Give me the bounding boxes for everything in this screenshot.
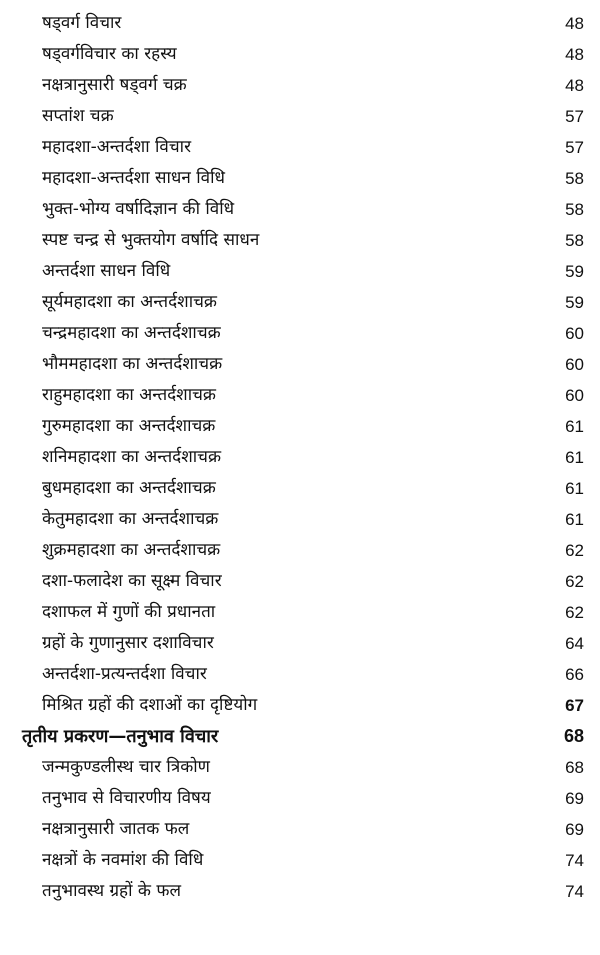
- toc-entry: [0, 845, 600, 876]
- toc-entry-page: 60: [565, 355, 584, 374]
- toc-entry-title: दशा-फलादेश का सूक्ष्म विचार: [42, 571, 222, 591]
- toc-entry-page: 66: [565, 665, 584, 684]
- toc-entry: [0, 318, 600, 349]
- toc-entry: [0, 659, 600, 690]
- toc-entry-title: अन्तर्दशा-प्रत्यन्तर्दशा विचार: [42, 664, 207, 684]
- toc-entry-page: 61: [565, 479, 584, 498]
- toc-entry-page: 60: [565, 386, 584, 405]
- toc-entry-title: नक्षत्रों के नवमांश की विधि: [42, 850, 204, 870]
- toc-entry-title: दशाफल में गुणों की प्रधानता: [42, 602, 216, 622]
- toc-entry-title: तनुभावस्थ ग्रहों के फल: [42, 881, 181, 901]
- toc-entry: [0, 690, 600, 721]
- toc-entry: [0, 783, 600, 814]
- toc-entry-title: मिश्रित ग्रहों की दशाओं का दृष्टियोग: [42, 695, 258, 715]
- toc-entry-title: भुक्त-भोग्य वर्षादिज्ञान की विधि: [42, 199, 235, 219]
- toc-entry: [0, 597, 600, 628]
- toc-entry-page: 57: [565, 138, 584, 157]
- toc-entry: [0, 101, 600, 132]
- toc-entry-title: नक्षत्रानुसारी षड्वर्ग चक्र: [42, 75, 187, 95]
- toc-entry-title: भौममहादशा का अन्तर्दशाचक्र: [42, 354, 223, 374]
- toc-entry: [0, 163, 600, 194]
- toc-entry: [0, 442, 600, 473]
- toc-entry-title: नक्षत्रानुसारी जातक फल: [42, 819, 190, 839]
- toc-entry-page: 48: [565, 45, 584, 64]
- toc-entry-page: 61: [565, 448, 584, 467]
- toc-entry: [0, 8, 600, 39]
- toc-entry-title: सूर्यमहादशा का अन्तर्दशाचक्र: [42, 292, 217, 312]
- toc-entry-page: 61: [565, 417, 584, 436]
- toc-entry-title: जन्मकुण्डलीस्थ चार त्रिकोण: [42, 757, 210, 777]
- toc-entry-page: 62: [565, 541, 584, 560]
- toc-entry-title: षड्वर्गविचार का रहस्य: [42, 44, 177, 64]
- toc-entry: [0, 535, 600, 566]
- toc-entry-page: 58: [565, 200, 584, 219]
- toc-entry-title: शुक्रमहादशा का अन्तर्दशाचक्र: [42, 540, 221, 560]
- toc-entry: [0, 814, 600, 845]
- toc-entry: [0, 504, 600, 535]
- toc-entry-page: 69: [565, 789, 584, 808]
- toc-entry: [0, 225, 600, 256]
- toc-entry-page: 57: [565, 107, 584, 126]
- toc-entry: [0, 70, 600, 101]
- toc-entry-page: 61: [565, 510, 584, 529]
- toc-entry-page: 64: [565, 634, 584, 653]
- toc-entry-title: महादशा-अन्तर्दशा साधन विधि: [42, 168, 225, 188]
- toc-entry-title: स्पष्ट चन्द्र से भुक्तयोग वर्षादि साधन: [42, 230, 260, 250]
- toc-entry-page: 67: [565, 696, 584, 715]
- toc-entry-title: तनुभाव से विचारणीय विषय: [42, 788, 211, 808]
- toc-entry: [0, 287, 600, 318]
- toc-entry-title: गुरुमहादशा का अन्तर्दशाचक्र: [42, 416, 216, 436]
- toc-entry-page: 68: [565, 758, 584, 777]
- toc-entry-title: बुधमहादशा का अन्तर्दशाचक्र: [42, 478, 216, 498]
- toc-entry: [0, 39, 600, 70]
- toc-entry-page: 59: [565, 293, 584, 312]
- toc-entry: [0, 566, 600, 597]
- toc-entry: [0, 380, 600, 411]
- toc-chapter-title: तृतीय प्रकरण—तनुभाव विचार: [22, 726, 219, 747]
- toc-entry-page: 58: [565, 231, 584, 250]
- toc-entry-page: 74: [565, 882, 584, 901]
- toc-entry-page: 60: [565, 324, 584, 343]
- toc-entry: [0, 132, 600, 163]
- toc-entry: [0, 473, 600, 504]
- toc-entry-title: षड्वर्ग विचार: [42, 13, 122, 33]
- toc-entry: [0, 752, 600, 783]
- toc-entry-title: महादशा-अन्तर्दशा विचार: [42, 137, 192, 157]
- toc-entry-page: 58: [565, 169, 584, 188]
- toc-entry: [0, 876, 600, 907]
- toc-entry-title: सप्तांश चक्र: [42, 106, 114, 126]
- toc-entry-page: 62: [565, 572, 584, 591]
- table-of-contents: [0, 8, 600, 907]
- toc-entry: [0, 628, 600, 659]
- toc-entry: [0, 256, 600, 287]
- toc-entry-page: 74: [565, 851, 584, 870]
- toc-entry-title: केतुमहादशा का अन्तर्दशाचक्र: [42, 509, 219, 529]
- toc-entry-page: 48: [565, 76, 584, 95]
- toc-entry-page: 69: [565, 820, 584, 839]
- toc-entry-page: 48: [565, 14, 584, 33]
- toc-entry-page: 59: [565, 262, 584, 281]
- toc-entry-title: ग्रहों के गुणानुसार दशाविचार: [42, 633, 214, 653]
- toc-entry-title: अन्तर्दशा साधन विधि: [42, 261, 171, 281]
- toc-entry-page: 62: [565, 603, 584, 622]
- toc-entry-title: चन्द्रमहादशा का अन्तर्दशाचक्र: [42, 323, 221, 343]
- toc-entry: [0, 349, 600, 380]
- toc-entry: [0, 194, 600, 225]
- toc-chapter-page: 68: [563, 726, 584, 746]
- toc-entry: [0, 411, 600, 442]
- toc-entry-title: राहुमहादशा का अन्तर्दशाचक्र: [42, 385, 216, 405]
- toc-chapter-heading: [0, 721, 600, 752]
- toc-entry-title: शनिमहादशा का अन्तर्दशाचक्र: [42, 447, 222, 467]
